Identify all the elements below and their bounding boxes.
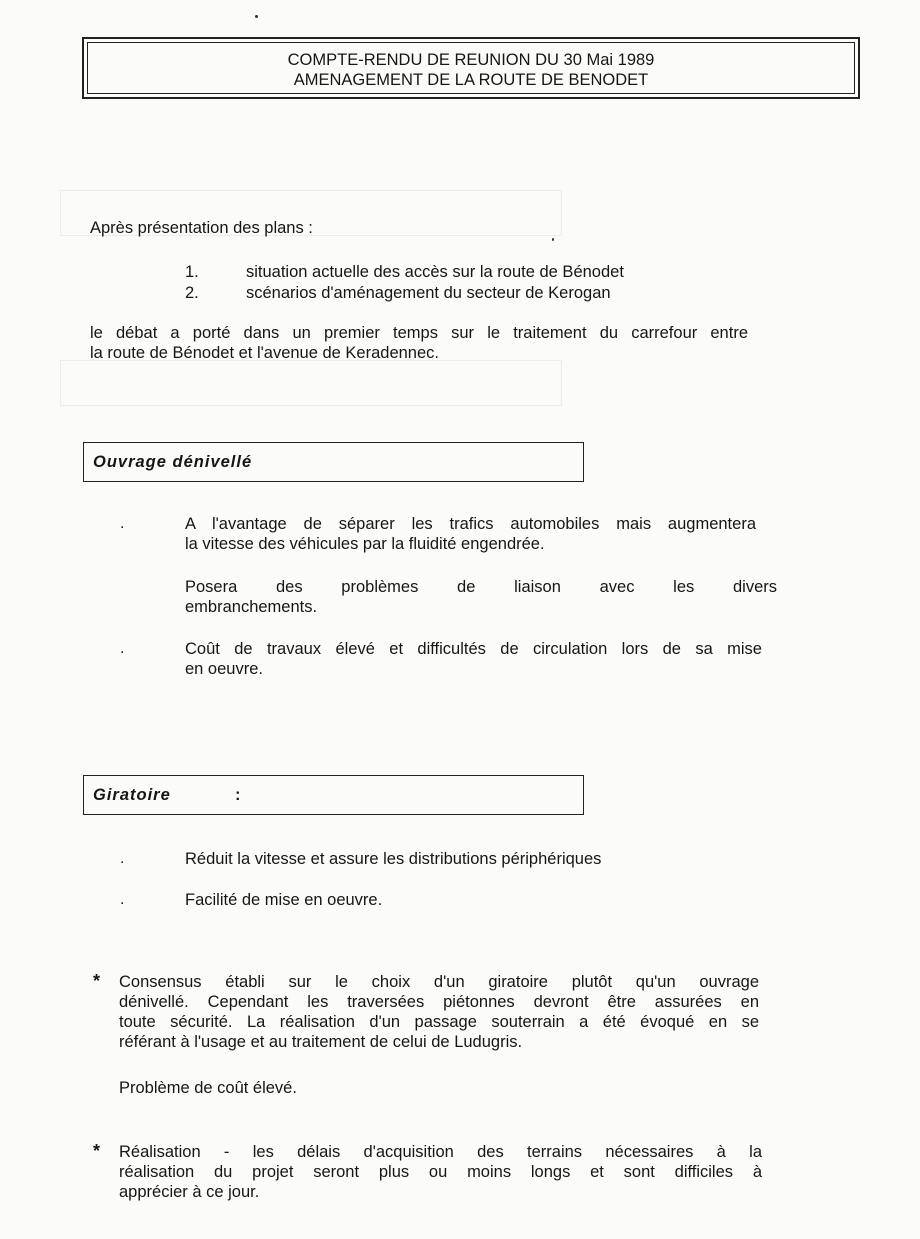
conclusion-paragraph xyxy=(119,972,759,1052)
item-line: la vitesse des véhicules par la fluidité engendrée. xyxy=(185,535,545,553)
section-heading-box xyxy=(83,775,584,815)
paragraph-line: toute sécurité. La réalisation d'un passage souterrain a été évoqué en se xyxy=(119,1013,759,1031)
asterisk-bullet: * xyxy=(93,971,101,991)
paper-speck xyxy=(552,238,554,241)
report-subtitle: AMENAGEMENT DE LA ROUTE DE BENODET xyxy=(293,71,649,89)
bullet-point: . xyxy=(120,850,125,867)
section-item xyxy=(185,577,777,617)
paragraph-line: Réalisation - les délais d'acquisition des terrains nécessaires à la xyxy=(119,1143,762,1161)
paragraph-line: référant à l'usage et au traitement de celui de Ludugris. xyxy=(119,1033,523,1051)
report-title-box xyxy=(82,37,860,99)
section-item xyxy=(185,514,756,554)
section-heading: Giratoire xyxy=(93,786,171,804)
plan-item: situation actuelle des accès sur la route de Bénodet xyxy=(246,263,624,281)
intro-text: Après présentation des plans : xyxy=(90,219,313,237)
plan-item: scénarios d'aménagement du secteur de Kerogan xyxy=(246,284,611,302)
paragraph-line: réalisation du projet seront plus ou moins longs et sont difficiles à xyxy=(119,1163,762,1181)
section-item xyxy=(185,639,762,679)
plan-number: 2. xyxy=(185,284,199,302)
section-item: Réduit la vitesse et assure les distributions périphériques xyxy=(185,850,602,868)
section-item: Facilité de mise en oeuvre. xyxy=(185,891,383,909)
item-line: en oeuvre. xyxy=(185,660,263,678)
item-line: Coût de travaux élevé et difficultés de circulation lors de sa mise xyxy=(185,640,762,658)
conclusion-note: Problème de coût élevé. xyxy=(119,1079,297,1097)
bullet-point: . xyxy=(120,515,125,532)
item-line: embranchements. xyxy=(185,598,318,616)
report-title: COMPTE-RENDU DE REUNION DU 30 Mai 1989 xyxy=(287,51,655,69)
paper-speck xyxy=(255,15,258,18)
paragraph-line: la route de Bénodet et l'avenue de Keradennec. xyxy=(90,344,439,362)
section-heading: Ouvrage dénivellé xyxy=(93,453,253,471)
conclusion-paragraph xyxy=(119,1142,762,1202)
plan-number: 1. xyxy=(185,263,199,281)
section-heading-box xyxy=(83,442,584,482)
debate-paragraph xyxy=(90,323,748,363)
paragraph-line: apprécier à ce jour. xyxy=(119,1183,260,1201)
show-through-box xyxy=(60,360,562,406)
section-heading-colon: : xyxy=(235,786,242,804)
paragraph-line: le débat a porté dans un premier temps sur le traitement du carrefour entre xyxy=(90,324,748,342)
bullet-point: . xyxy=(120,891,125,908)
paragraph-line: dénivellé. Cependant les traversées piétonnes devront être assurées en xyxy=(119,993,759,1011)
asterisk-bullet: * xyxy=(93,1141,101,1161)
item-line: A l'avantage de séparer les trafics automobiles mais augmentera xyxy=(185,515,756,533)
bullet-point: . xyxy=(120,640,125,657)
paragraph-line: Consensus établi sur le choix d'un giratoire plutôt qu'un ouvrage xyxy=(119,973,759,991)
item-line: Posera des problèmes de liaison avec les divers xyxy=(185,578,777,596)
